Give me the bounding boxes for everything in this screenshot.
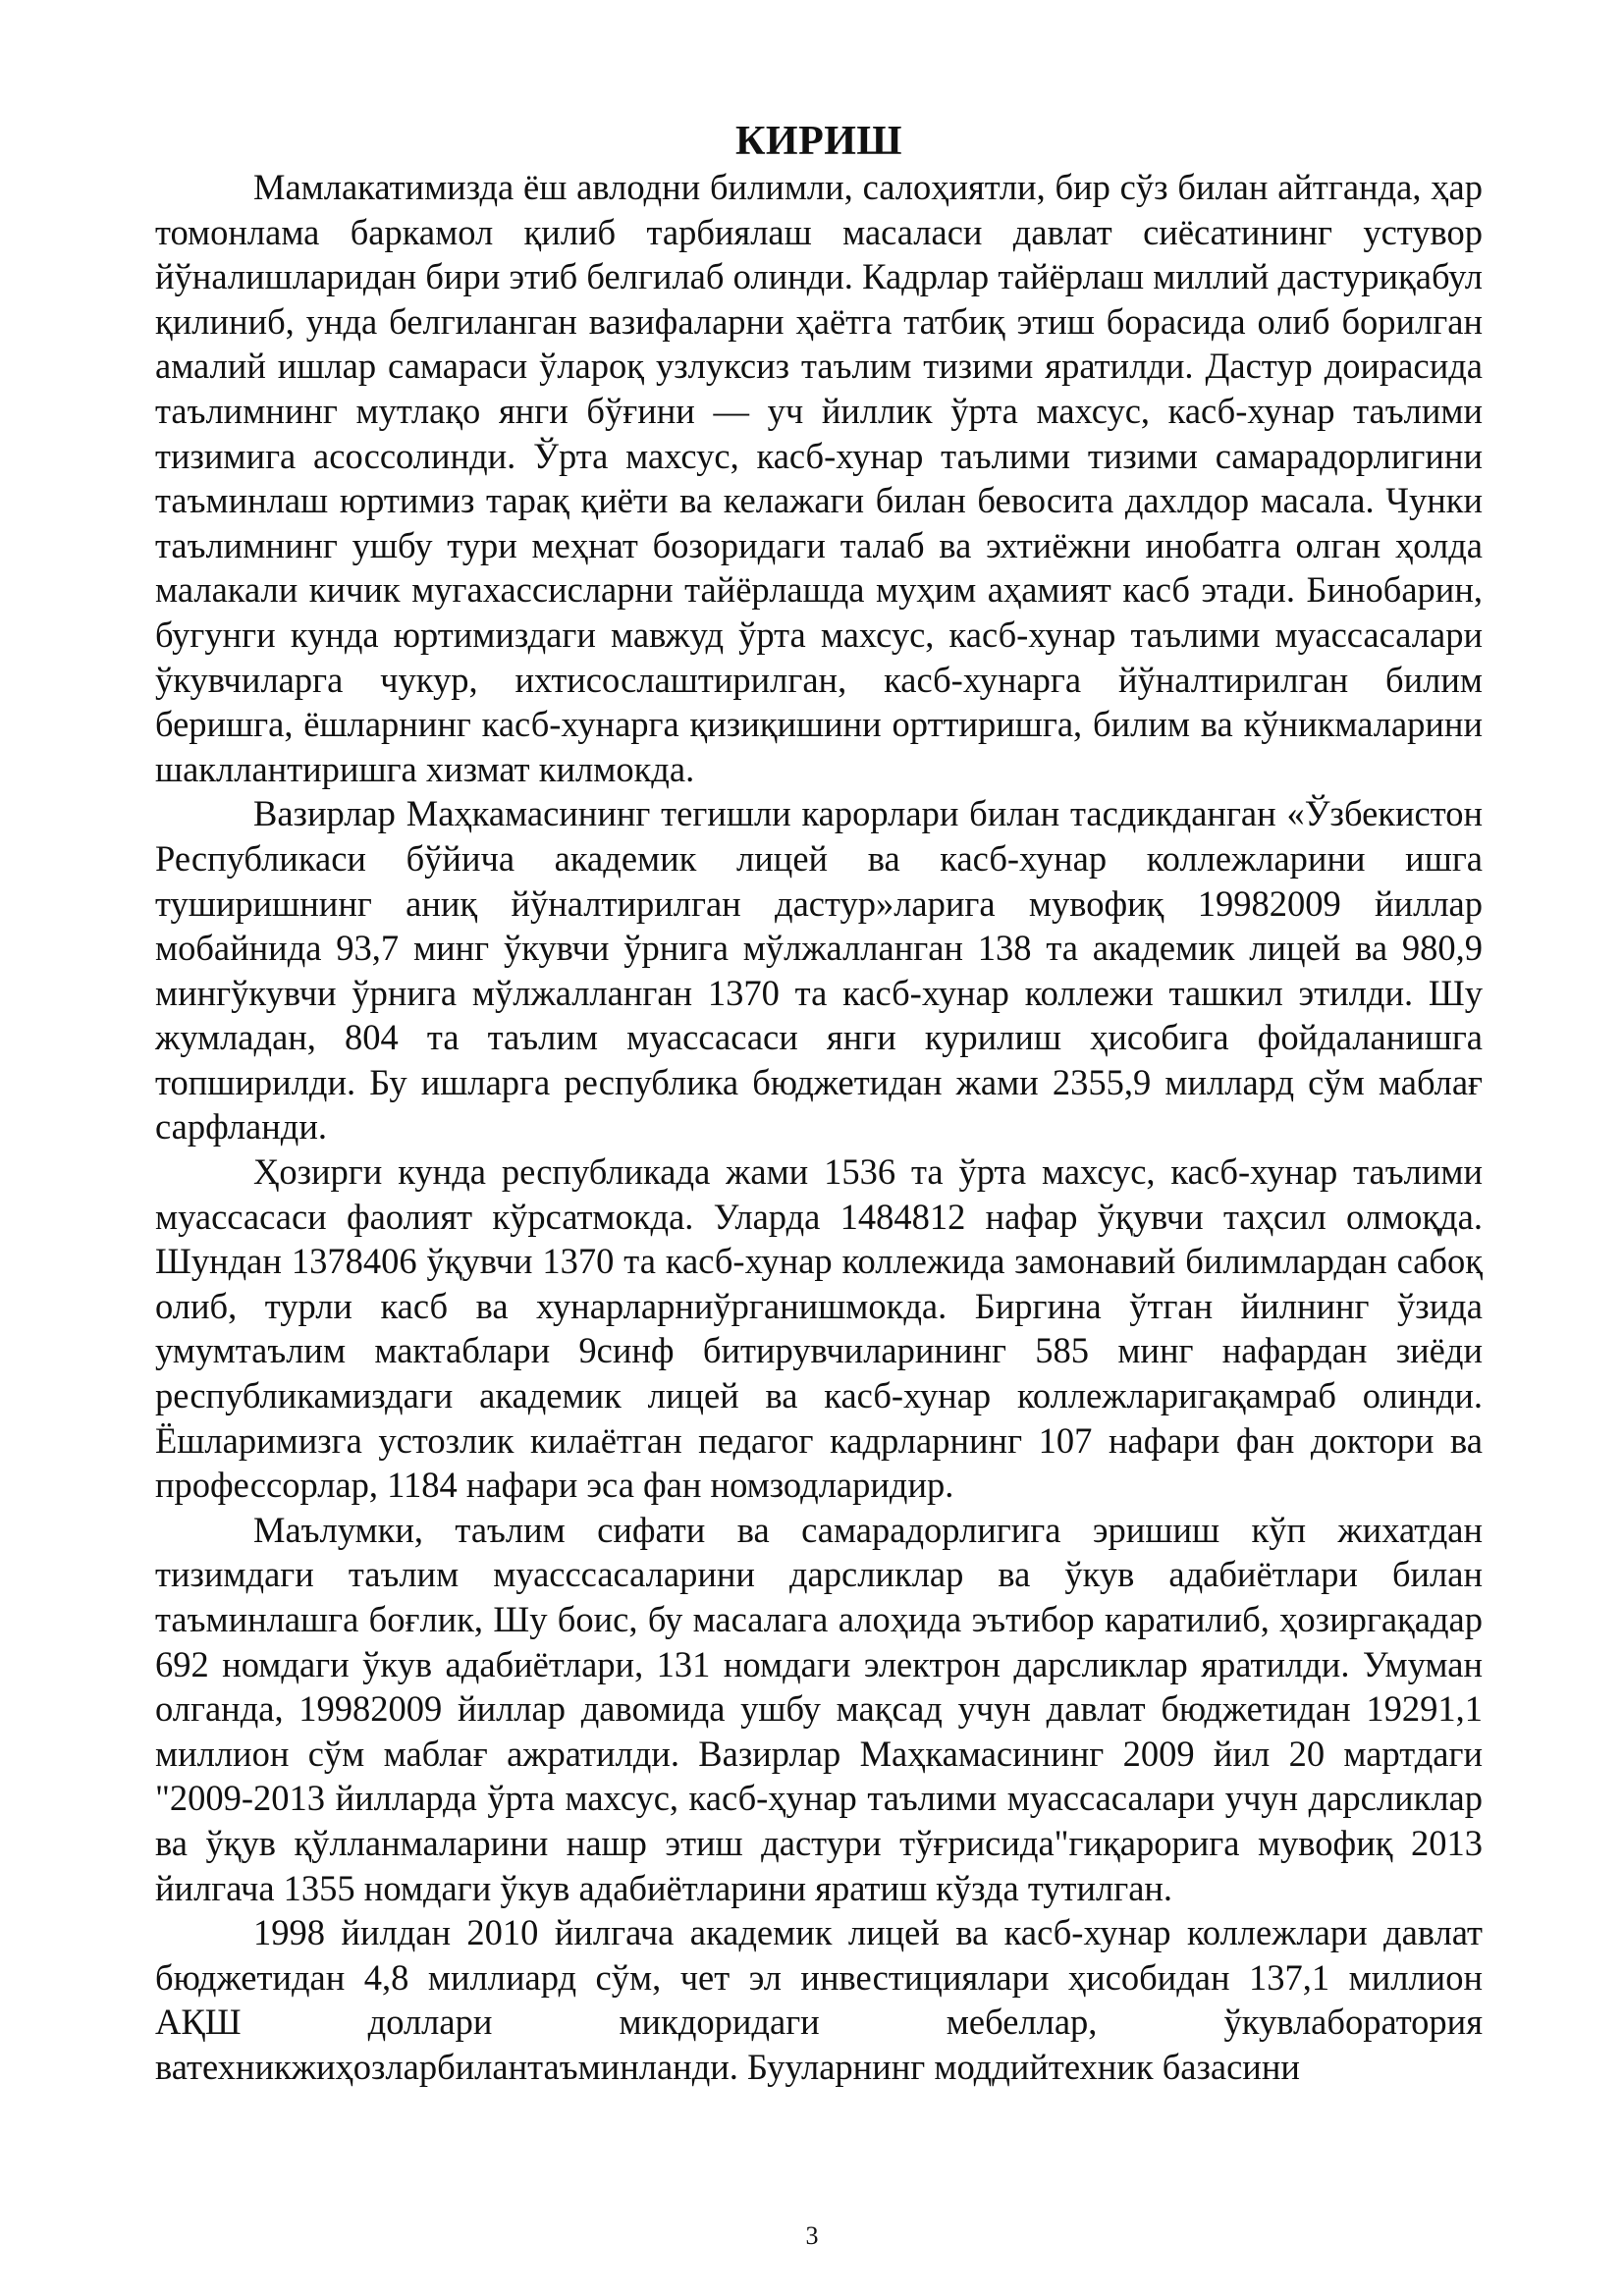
document-title: КИРИШ bbox=[734, 119, 903, 164]
paragraph-3: Ҳозирги кунда республикада жами 1536 та ўрта махсус, касб-хунар таълими муассасаси фаолият кўрсатмокда. Уларда 1484812 нафар ўқувчи таҳсил олмоқда. Шундан 1378406 ўқувчи 1370 та касб-хунар коллежида замонавий билимлардан сабоқ олиб, турли касб ва хунарларниўрганишмокда. Биргина ўтган йилнинг ўзида умумтаълим мактаблари 9синф битирувчиларининг 585 минг нафардан зиёди республикамиздаги академик лицей ва касб-хунар коллежларигақамраб олинди. Ёшларимизга устозлик килаётган педагог кадрларнинг 107 нафари фан доктори ва профессорлар, 1184 нафари эса фан номзодларидир. bbox=[155, 1151, 1483, 1506]
page-number: 3 bbox=[805, 2221, 819, 2250]
paragraph-1: Мамлакатимизда ёш авлодни билимли, салоҳиятли, бир сўз билан айтганда, ҳар томонлама баркамол қилиб тарбиялаш масаласи давлат сиёсатининг устувор йўналишларидан бири этиб белгилаб олинди. Кадрлар тайёрлаш миллий дастуриқабул қилиниб, унда белгиланган вазифаларни ҳаётга татбиқ этиш борасида олиб борилган амалий ишлар самараси ўлароқ узлуксиз таълим тизими яратилди. Дастур доирасида таълимнинг мутлақо янги бўғини — уч йиллик ўрта махсус, касб-хунар таълими тизимига асоссолинди. Ўрта махсус, касб-хунар таълими тизими самарадорлигини таъминлаш юртимиз тарақ қиёти ва келажаги билан бевосита дахлдор масала. Чунки таълимнинг ушбу тури меҳнат бозоридаги талаб ва эхтиёжни инобатга олган ҳолда малакали кичик мугахассисларни тайёрлашда муҳим аҳамият касб этади. Бинобарин, бугунги кунда юртимиздаги мавжуд ўрта махсус, касб-хунар таълими муассасалари ўкувчиларга чукур, ихтисослаштирилган, касб-хунарга йўналтирилган билим беришга, ёшларнинг касб-хунарга қизиқишини орттиришга, билим ва кўникмаларини шакллантиришга хизмат килмокда. bbox=[155, 167, 1483, 789]
paragraph-4: Маълумки, таълим сифати ва самарадорлигига эришиш кўп жихатдан тизимдаги таълим муасссасаларини дарсликлар ва ўкув адабиётлари билан таъминлашга боғлик, Шу боис, бу масалага алоҳида эътибор каратилиб, ҳозиргақадар 692 номдаги ўкув адабиётлари, 131 номдаги электрон дарсликлар яратилди. Умуман олганда, 19982009 йиллар давомида ушбу мақсад учун давлат бюджетидан 19291,1 миллион сўм маблағ ажратилди. Вазирлар Маҳкамасининг 2009 йил 20 мартдаги "2009-2013 йилларда ўрта махсус, касб-ҳунар таълими муассасалари учун дарсликлар ва ўқув қўлланмаларини нашр этиш дастури тўғрисида"гиқарорига мувофиқ 2013 йилгача 1355 номдаги ўкув адабиётларини яратиш кўзда тутилган. bbox=[155, 1509, 1483, 1908]
paragraph-2: Вазирлар Маҳкамасининг тегишли карорлари билан тасдикданган «Ўзбекистон Республикаси бўйича академик лицей ва касб-хунар коллежларини ишга туширишнинг аниқ йўналтирилган дастур»ларига мувофиқ 19982009 йиллар мобайнида 93,7 минг ўкувчи ўрнига мўлжалланган 138 та академик лицей ва 980,9 мингўкувчи ўрнига мўлжалланган 1370 та касб-хунар коллежи ташкил этилди. Шу жумладан, 804 та таълим муассасаси янги курилиш ҳисобига фойдаланишга топширилди. Бу ишларга республика бюджетидан жами 2355,9 миллард сўм маблағ сарфланди. bbox=[155, 793, 1483, 1148]
paragraph-5: 1998 йилдан 2010 йилгача академик лицей ва касб-хунар коллежлари давлат бюджетидан 4,8 миллиард сўм, чет эл инвестициялари ҳисобидан 137,1 миллион АҚШ доллари микдоридаги мебеллар, ўкувлаборатория ватехникжиҳозларбилантаъминланди. Бууларнинг моддийтехник базасини bbox=[155, 1912, 1483, 2087]
document-page bbox=[155, 118, 1483, 2090]
